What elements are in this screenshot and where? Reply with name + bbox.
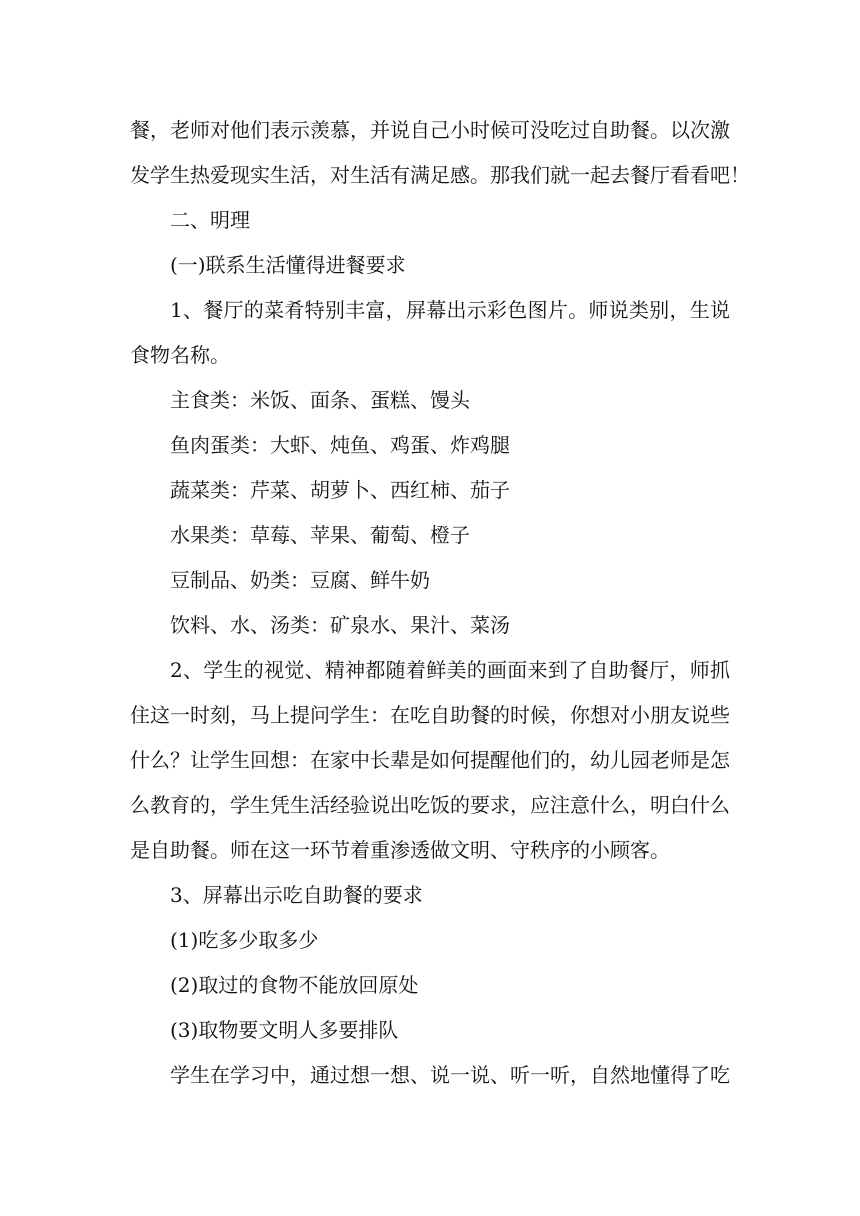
list-item: (3)取物要文明人多要排队 [170,1018,399,1042]
paragraph-line: 么教育的，学生凭生活经验说出吃饭的要求，应注意什么，明白什么 [130,793,730,817]
paragraph-line: 2、学生的视觉、精神都随着鲜美的画面来到了自助餐厅，师抓 [170,658,730,682]
paragraph-line: 发学生热爱现实生活，对生活有满足感。那我们就一起去餐厅看看吧！ [130,163,750,187]
paragraph-line: 餐，老师对他们表示羡慕，并说自己小时候可没吃过自助餐。以次激 [130,118,730,142]
paragraph-line: 1、餐厅的菜肴特别丰富，屏幕出示彩色图片。师说类别，生说 [170,298,730,322]
list-item: 主食类：米饭、面条、蛋糕、馒头 [170,388,470,412]
list-item: (1)吃多少取多少 [170,928,319,952]
paragraph-line: 住这一时刻，马上提问学生：在吃自助餐的时候，你想对小朋友说些 [130,703,730,727]
list-heading: 3、屏幕出示吃自助餐的要求 [170,883,423,907]
paragraph-line: 学生在学习中，通过想一想、说一说、听一听，自然地懂得了吃 [170,1063,730,1087]
list-item: 鱼肉蛋类：大虾、炖鱼、鸡蛋、炸鸡腿 [170,433,510,457]
list-item: 蔬菜类：芹菜、胡萝卜、西红柿、茄子 [170,478,510,502]
subsection-heading: (一)联系生活懂得进餐要求 [170,253,406,277]
list-item: (2)取过的食物不能放回原处 [170,973,419,997]
section-heading: 二、明理 [170,208,250,232]
list-item: 豆制品、奶类：豆腐、鲜牛奶 [170,568,430,592]
list-item: 水果类：草莓、苹果、葡萄、橙子 [170,523,470,547]
paragraph-line: 食物名称。 [130,343,230,367]
list-item: 饮料、水、汤类：矿泉水、果汁、菜汤 [170,613,510,637]
paragraph-line: 什么？让学生回想：在家中长辈是如何提醒他们的，幼儿园老师是怎 [130,748,730,772]
paragraph-line: 是自助餐。师在这一环节着重渗透做文明、守秩序的小顾客。 [130,838,670,862]
